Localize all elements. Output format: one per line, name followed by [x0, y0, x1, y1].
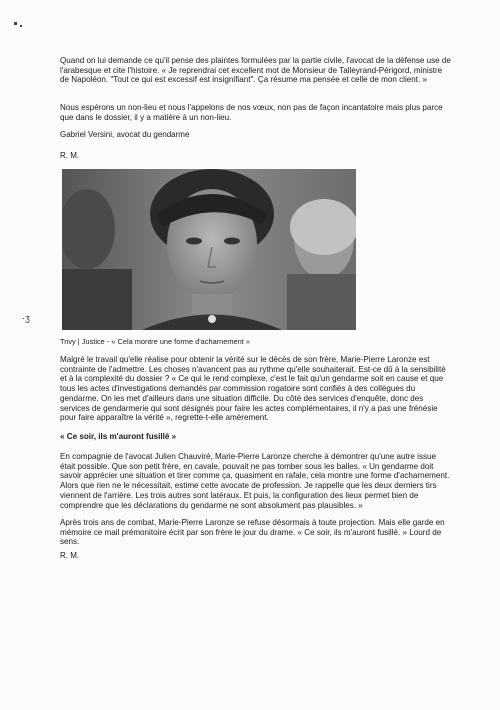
- paragraph-chauvire: En compagnie de l'avocat Julien Chauviré, Marie-Pierre Laronze cherche à démontrer qu'une autre issue était possible. Que son petit frère, en cavale, pouvait ne pas tomber sous les balles. « Un gendarme doit savoir apprécier une situation et tirer comme ça, quasiment en rafale, cela montre une forme d'acharnement. Alors que rien ne le nécessitait, estime cette avocate de profession. Je rappelle que les deux derniers tirs viennent de l'arrière. Les trois autres sont latéraux. Et puis, la configuration des lieux permet bien de comprendre que les déclarations du gendarme ne sont absolument pas plausibles. »: [60, 452, 450, 510]
- article-intro: [60, 56, 452, 85]
- section-heading: « Ce soir, ils m'auront fusillé »: [60, 432, 177, 441]
- paragraph-conclusion: Après trois ans de combat, Marie-Pierre Laronze se refuse désormais à toute projection. Mais elle garde en mémoire ce mail prémonitoire écrit par son frère le jour du drame. « Ce soir, ils m'auront fusillé. » Lourd de sens.: [60, 518, 445, 547]
- article-block-5: [60, 518, 452, 547]
- paragraph-non-lieu: Nous espérons un non-lieu et nous l'appelons de nos vœux, non pas de façon incantatoire mais plus parce que dans le dossier, il y a matière à un non-lieu.: [60, 103, 443, 122]
- paragraph-defense-quote: Quand on lui demande ce qu'il pense des plaintes formulées par la partie civile, l'avocat de la défense use de l'arabesque et cite l'histoire. « Je reprendrai cet excellent mot de Monsieur de Talleyrand-Périgord, ministre de Napoléon. "Tout ce qui est excessif est insignifiant". Ça résume ma pensée et celle de mon client. »: [60, 56, 451, 85]
- scan-speck: [20, 25, 22, 27]
- attribution: Gabriel Versini, avocat du gendarme: [60, 130, 190, 139]
- article-block-2: [60, 103, 452, 122]
- portrait-photo-image: [62, 169, 356, 330]
- paragraph-complexity: Malgré le travail qu'elle réalise pour obtenir la vérité sur le décès de son frère, Marie-Pierre Laronze est contrainte de l'admettre. Les choses n'avancent pas au rythme qu'elle souhaiterait. Est-ce dû à la sensibilité et à la complexité du dossier ? « Ce qui le rend complexe, c'est le fait qu'un gendarme soit en cause et que tous les actes d'investigations demandés par commission rogatoire sont confiés à des collègues du gendarme. On les met d'ailleurs dans une situation difficile. Du côté des services d'enquête, donc des services de gendarmerie qui sont désignés pour faire les actes complémentaires, il n'y a pas une frénésie pour faire apparaître la vérité », regrette-t-elle amèrement.: [60, 355, 446, 423]
- signature-initials: R. M.: [60, 151, 80, 160]
- article-block-3: [60, 355, 452, 423]
- scan-speck: [14, 22, 17, 25]
- photo-caption: Trivy | Justice - « Cela montre une forme d'acharnement »: [60, 337, 250, 346]
- signature-initials-end: R. M.: [60, 551, 80, 560]
- portrait-photo: [62, 169, 356, 330]
- article-block-4: [60, 452, 452, 510]
- margin-mark: ·ʒ: [22, 313, 30, 323]
